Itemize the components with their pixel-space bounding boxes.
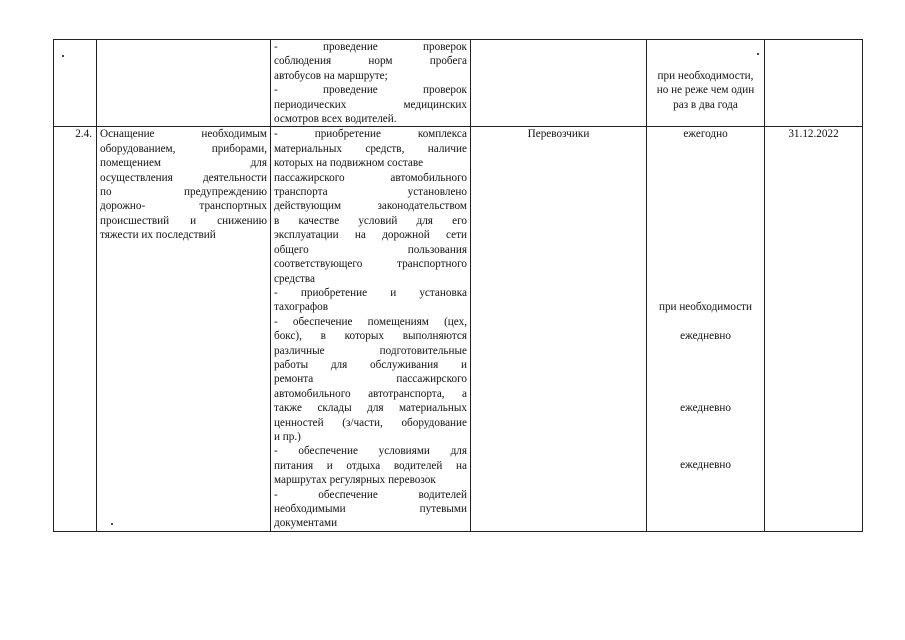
text-line: Оснащение необходимым: [100, 128, 267, 141]
text-line: по предупреждению: [100, 186, 267, 199]
periodicity-text: ежедневно: [680, 459, 731, 472]
text-line: тяжести их последствий: [100, 229, 216, 242]
title-cell: [97, 40, 271, 127]
spacer: [650, 243, 761, 257]
text-line: ремонта пассажирского: [274, 373, 467, 386]
periodicity-text: при необходимости,: [657, 69, 754, 82]
scan-speck: [62, 55, 64, 57]
responsible-cell: [471, 40, 647, 127]
periodicity-text: при необходимости: [658, 301, 753, 314]
spacer: [650, 199, 761, 213]
text-line: средства: [274, 272, 316, 285]
table-row: [54, 127, 863, 532]
text-line: и пр.): [274, 430, 301, 443]
text-line: помещением для: [100, 157, 267, 170]
text-line: транспорта установлено: [274, 186, 467, 199]
measures-cell: [271, 127, 471, 532]
text-line: необходимыми путевыми: [274, 503, 467, 515]
spacer: [650, 315, 761, 329]
row-number-cell: [54, 127, 97, 532]
text-line: осмотров всех водителей.: [274, 113, 397, 126]
text-line: - проведение проверок: [274, 41, 467, 53]
text-line: тахографов: [274, 301, 329, 314]
text-line: - обеспечение водителей: [274, 488, 467, 501]
spacer: [650, 54, 761, 68]
periodicity-text: раз в два года: [673, 98, 738, 111]
spacer: [650, 271, 761, 285]
text-line: работы для обслуживания и: [274, 358, 467, 371]
text-line: осуществления деятельности: [100, 171, 267, 184]
text-line: эксплуатации на дорожной сети: [274, 229, 467, 242]
spacer: [650, 171, 761, 185]
text-line: - приобретение комплекса: [274, 128, 467, 141]
text-line: дорожно- транспортных: [100, 200, 267, 213]
text-line: пассажирского автомобильного: [274, 171, 467, 184]
periodicity-text: ежедневно: [680, 329, 731, 342]
spacer: [650, 372, 761, 386]
deadline-text: 31.12.2022: [788, 128, 839, 141]
spacer: [650, 257, 761, 271]
table-row: [54, 40, 863, 127]
spacer: [650, 358, 761, 372]
spacer: [650, 214, 761, 228]
title-cell: [97, 127, 271, 532]
text-line: - обеспечение помещениям (цех,: [274, 315, 467, 328]
text-line: маршрутах регулярных перевозок: [274, 474, 436, 487]
responsible-cell: [471, 127, 647, 532]
text-line: ценностей (з/части, оборудование: [274, 416, 467, 429]
measures-table: [53, 39, 863, 532]
text-line: соблюдения норм пробега: [274, 55, 467, 68]
text-line: автобусов на маршруте;: [274, 69, 388, 82]
spacer: [650, 142, 761, 156]
text-line: - приобретение и установка: [274, 286, 467, 299]
text-line: - обеспечение условиями для: [274, 445, 467, 458]
spacer: [650, 343, 761, 357]
spacer: [650, 444, 761, 458]
text-line: автомобильного автотранспорта, а: [274, 387, 467, 400]
periodicity-text: но не реже чем один: [656, 84, 755, 97]
periodicity-text: ежегодно: [683, 128, 728, 141]
spacer: [650, 415, 761, 429]
spacer: [650, 286, 761, 300]
measures-cell: [271, 40, 471, 127]
text-line: происшествий и снижению: [100, 214, 267, 227]
text-line: также склады для материальных: [274, 402, 467, 415]
spacer: [650, 228, 761, 242]
deadline-cell: [765, 127, 863, 532]
text-line: - проведение проверок: [274, 84, 467, 97]
periodicity-cell: [647, 127, 765, 532]
text-line: бокс), в которых выполняются: [274, 330, 467, 343]
text-line: документами: [274, 517, 338, 530]
text-line: которых на подвижном составе: [274, 157, 424, 170]
text-line: действующим законодательством: [274, 200, 467, 213]
periodicity-cell: [647, 40, 765, 127]
scan-speck: [757, 53, 759, 55]
spacer: [650, 430, 761, 444]
text-line: периодических медицинских: [274, 98, 467, 111]
text-line: питания и отдыха водителей на: [274, 459, 467, 472]
text-line: соответствующего транспортного: [274, 258, 467, 271]
text-line: в качестве условий для его: [274, 214, 467, 227]
responsible-text: Перевозчики: [527, 128, 590, 141]
text-line: общего пользования: [274, 243, 467, 256]
row-number: 2.4.: [75, 128, 92, 141]
text-line: различные подготовительные: [274, 344, 467, 357]
spacer: [650, 156, 761, 170]
scan-speck: [111, 523, 113, 525]
spacer: [650, 387, 761, 401]
spacer: [650, 185, 761, 199]
periodicity-text: ежедневно: [680, 401, 731, 414]
row-number-cell: [54, 40, 97, 127]
spacer: [650, 40, 761, 54]
text-line: оборудованием, приборами,: [100, 142, 267, 155]
text-line: материальных средств, наличие: [274, 142, 467, 155]
deadline-cell: [765, 40, 863, 127]
